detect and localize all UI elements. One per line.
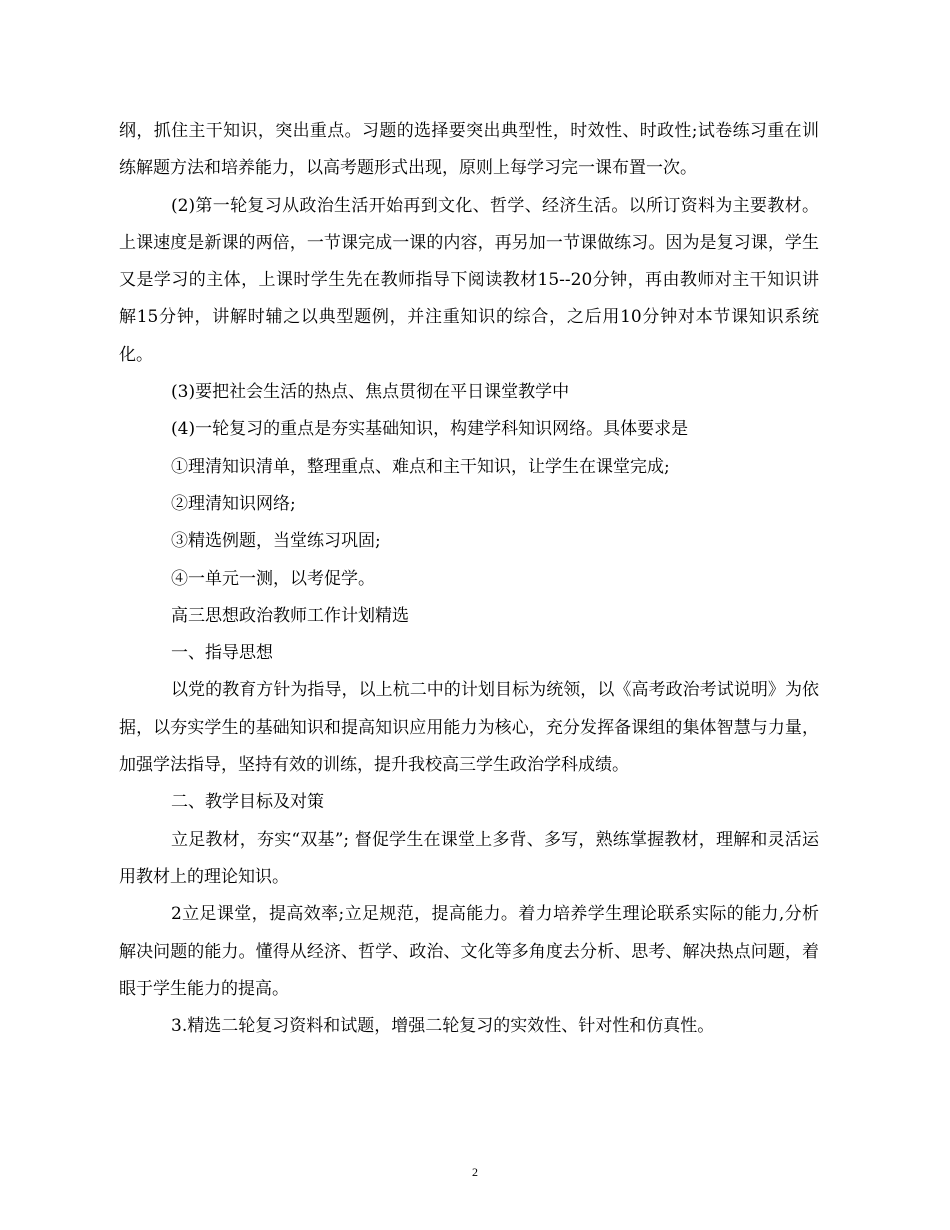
document-body (119, 113, 819, 1045)
paragraph-goal-2: 2立足课堂，提高效率;立足规范，提高能力。着力培养学生理论联系实际的能力,分析解决问题的能力。懂得从经济、哲学、政治、文化等多角度去分析、思考、解决热点问题，着眼于学生能力的提高。 (119, 904, 819, 999)
list-item: ②理清知识网络; (171, 493, 296, 514)
list-item: ③精选例题，当堂练习巩固; (171, 531, 381, 552)
page-number: 2 (472, 1165, 478, 1179)
paragraph-goal-1: 立足教材，夯实“双基”; 督促学生在课堂上多背、多写，熟练掌握教材，理解和灵活运用教材上的理论知识。 (119, 829, 819, 887)
paragraph-continued: 纲，抓住主干知识，突出重点。习题的选择要突出典型性，时效性、时政性;试卷练习重在训练解题方法和培养能力，以高考题形式出现，原则上每学习完一课布置一次。 (119, 121, 819, 179)
paragraph-goal-3: 3.精选二轮复习资料和试题，增强二轮复习的实效性、针对性和仿真性。 (171, 1016, 715, 1037)
section-heading: 二、教学目标及对策 (171, 792, 324, 813)
list-item: ④一单元一测，以考促学。 (171, 568, 375, 589)
paragraph-first-round-review: (2)第一轮复习从政治生活开始再到文化、哲学、经济生活。以所订资料为主要教材。上课速度是新课的两倍，一节课完成一课的内容，再另加一节课做练习。因为是复习课，学生又是学习的主体，上课时学生先在教师指导下阅读教材15--20分钟，再由教师对主干知识讲解15分钟，讲解时辅之以典型题例，并注重知识的综合，之后用10分钟对本节课知识系统化。 (119, 195, 819, 365)
list-item: ①理清知识清单，整理重点、难点和主干知识，让学生在课堂完成; (171, 456, 670, 477)
paragraph-hot-topics: (3)要把社会生活的热点、焦点贯彻在平日课堂教学中 (171, 382, 570, 403)
section-heading: 一、指导思想 (171, 643, 273, 664)
paragraph-review-focus: (4)一轮复习的重点是夯实基础知识，构建学科知识网络。具体要求是 (171, 419, 689, 440)
paragraph-guiding-thought: 以党的教育方针为指导，以上杭二中的计划目标为统领，以《高考政治考试说明》为依据，以夯实学生的基础知识和提高知识应用能力为核心，充分发挥备课组的集体智慧与力量，加强学法指导，坚持有效的训练，提升我校高三学生政治学科成绩。 (119, 680, 819, 776)
section-title: 高三思想政治教师工作计划精选 (171, 605, 409, 626)
